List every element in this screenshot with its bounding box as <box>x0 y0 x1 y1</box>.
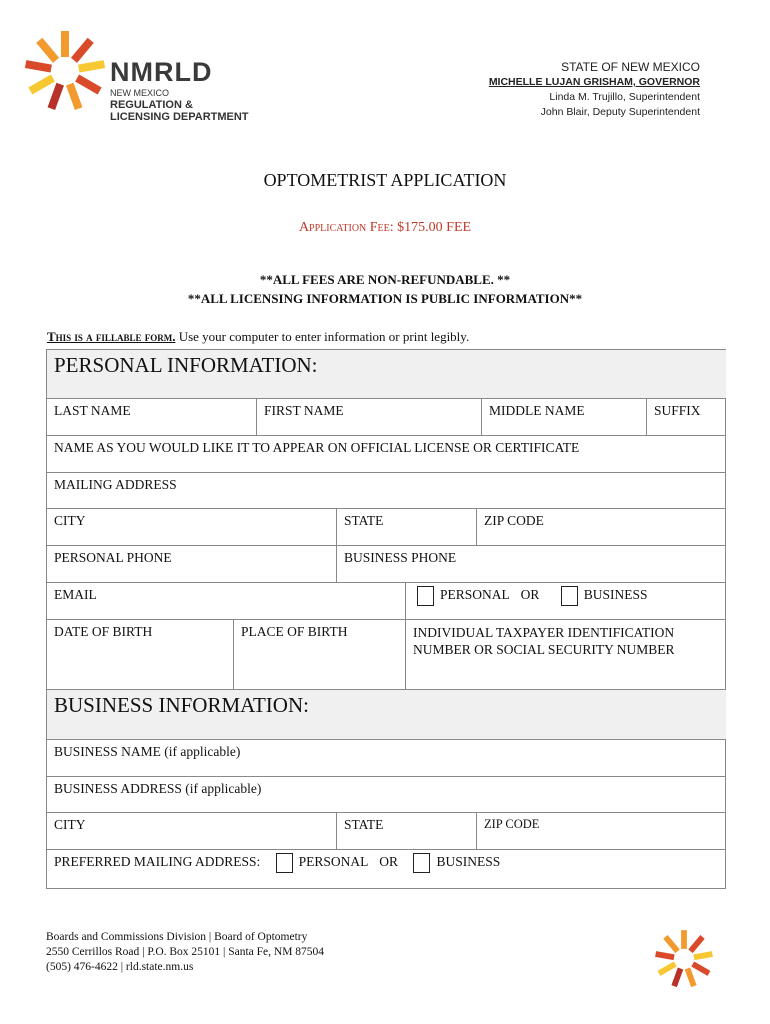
preferred-personal-checkbox[interactable] <box>276 853 293 873</box>
footer-division: Boards and Commissions Division | Board of Optometry <box>46 931 308 943</box>
preferred-business-checkbox[interactable] <box>413 853 430 873</box>
application-fee: Application Fee: $175.00 FEE <box>298 220 472 235</box>
logo-wordmark: NMRLD <box>110 57 213 87</box>
preferred-business-label: BUSINESS <box>436 854 501 870</box>
preferred-mailing-row <box>47 850 726 888</box>
first-name-field[interactable]: FIRST NAME <box>257 399 482 436</box>
nmrld-logo-icon <box>22 28 108 114</box>
state-name: STATE OF NEW MEXICO <box>561 60 700 74</box>
business-info-heading: BUSINESS INFORMATION: <box>47 690 726 740</box>
notice-public-info: **ALL LICENSING INFORMATION IS PUBLIC INFORMATION** <box>187 291 583 306</box>
logo-department-line1: REGULATION & <box>110 99 193 111</box>
email-or-label: OR <box>520 587 540 603</box>
footer-phone-web: (505) 476-4622 | rld.state.nm.us <box>46 961 194 973</box>
email-type-selector <box>406 583 726 620</box>
preferred-or-label: OR <box>379 854 399 870</box>
fillable-instructions <box>47 329 469 345</box>
state-field[interactable]: STATE <box>337 509 477 546</box>
business-address-field[interactable]: BUSINESS ADDRESS (if applicable) <box>47 777 726 813</box>
last-name-field[interactable]: LAST NAME <box>47 399 257 436</box>
email-business-checkbox[interactable] <box>561 586 578 606</box>
deputy-name: John Blair, Deputy Superintendent <box>540 106 700 118</box>
footer-contact <box>46 930 324 975</box>
city-field[interactable]: CITY <box>47 509 337 546</box>
license-name-field[interactable]: NAME AS YOU WOULD LIKE IT TO APPEAR ON OFFICIAL LICENSE OR CERTIFICATE <box>47 436 726 473</box>
personal-phone-field[interactable]: PERSONAL PHONE <box>47 546 337 583</box>
footer-address: 2550 Cerrillos Road | P.O. Box 25101 | Santa Fe, NM 87504 <box>46 946 325 958</box>
notice-non-refundable: **ALL FEES ARE NON-REFUNDABLE. ** <box>259 272 511 287</box>
governor-name: MICHELLE LUJAN GRISHAM, GOVERNOR <box>488 76 700 88</box>
footer-logo-icon <box>653 928 715 990</box>
taxpayer-id-field[interactable] <box>406 620 726 690</box>
mailing-address-field[interactable]: MAILING ADDRESS <box>47 473 726 509</box>
zip-code-field[interactable]: ZIP CODE <box>477 509 726 546</box>
email-field[interactable]: EMAIL <box>47 583 406 620</box>
preferred-mailing-label: PREFERRED MAILING ADDRESS: <box>54 854 261 870</box>
business-name-field[interactable]: BUSINESS NAME (if applicable) <box>47 740 726 777</box>
form-title: OPTOMETRIST APPLICATION <box>263 170 507 190</box>
email-personal-label: PERSONAL <box>440 587 510 603</box>
place-of-birth-field[interactable]: PLACE OF BIRTH <box>234 620 406 690</box>
logo-department-line2: LICENSING DEPARTMENT <box>110 111 249 123</box>
application-form <box>46 349 726 889</box>
taxpayer-id-label-line2: NUMBER OR SOCIAL SECURITY NUMBER <box>413 642 675 657</box>
fillable-rest: Use your computer to enter information or print legibly. <box>175 329 470 344</box>
logo-department <box>110 99 249 123</box>
logo-subtitle: NEW MEXICO <box>110 88 170 98</box>
state-officials-block <box>400 60 700 120</box>
fillable-lead: This is a fillable form. <box>47 329 176 344</box>
business-state-field[interactable]: STATE <box>337 813 477 850</box>
business-city-field[interactable]: CITY <box>47 813 337 850</box>
middle-name-field[interactable]: MIDDLE NAME <box>482 399 647 436</box>
taxpayer-id-label-line1: INDIVIDUAL TAXPAYER IDENTIFICATION <box>413 625 675 640</box>
preferred-personal-label: PERSONAL <box>298 854 368 870</box>
business-zip-code-field[interactable]: ZIP CODE <box>477 813 726 850</box>
email-personal-checkbox[interactable] <box>417 586 434 606</box>
date-of-birth-field[interactable]: DATE OF BIRTH <box>47 620 234 690</box>
superintendent-name: Linda M. Trujillo, Superintendent <box>549 91 700 103</box>
email-business-label: BUSINESS <box>583 587 648 603</box>
suffix-field[interactable]: SUFFIX <box>647 399 726 436</box>
business-phone-field[interactable]: BUSINESS PHONE <box>337 546 726 583</box>
personal-info-heading: PERSONAL INFORMATION: <box>47 350 726 399</box>
